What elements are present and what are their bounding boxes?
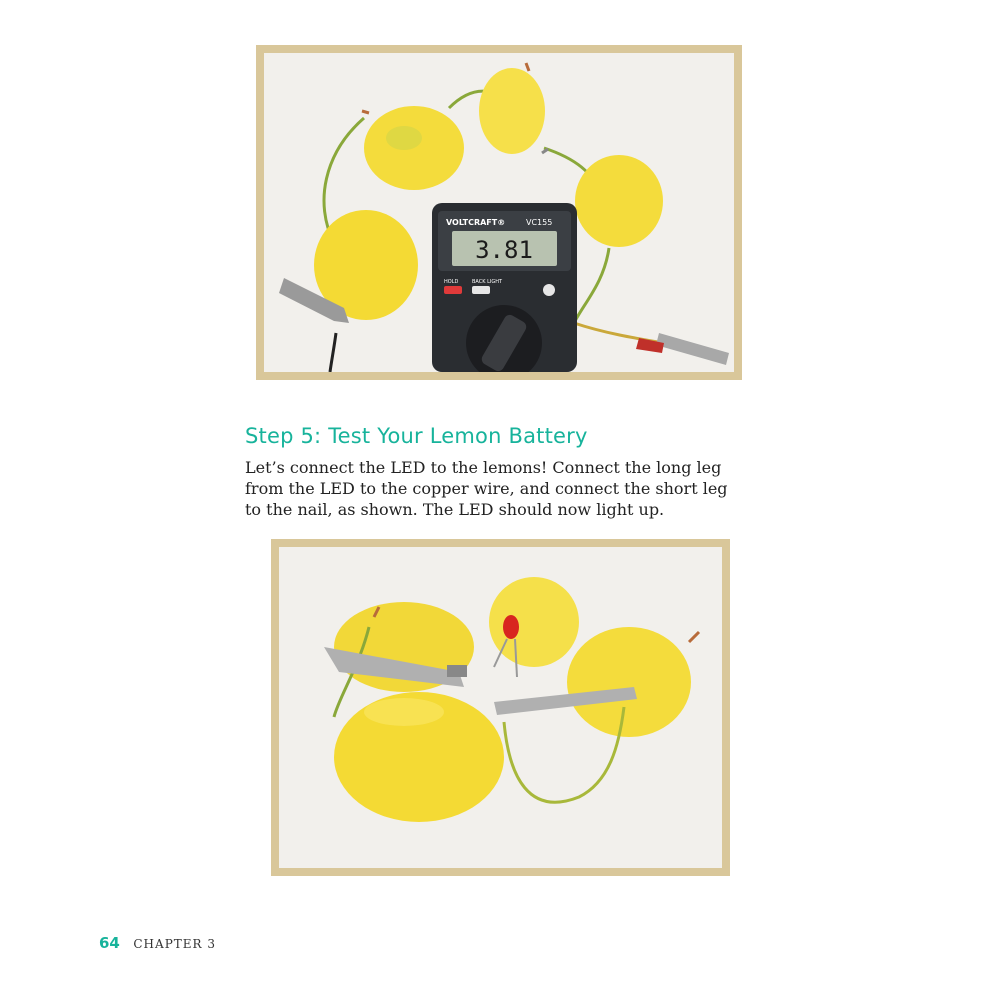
instruction-line: Let’s connect the LED to the lemons! Connect the long leg xyxy=(245,458,722,477)
photo-multimeter-lemons xyxy=(256,45,742,380)
led-lemons-illustration xyxy=(279,547,722,868)
meter-reading: 3.81 xyxy=(475,236,533,264)
chapter-label: CHAPTER 3 xyxy=(133,937,217,951)
backlight-label: BACK LIGHT xyxy=(472,279,503,285)
step-heading: Step 5: Test Your Lemon Battery xyxy=(245,424,588,448)
instruction-line: to the nail, as shown. The LED should now light up. xyxy=(245,500,665,519)
multimeter-lemons-illustration xyxy=(264,53,734,372)
page-number: 64 xyxy=(99,934,120,952)
page-footer xyxy=(99,934,216,953)
instruction-line: from the LED to the copper wire, and connect the short leg xyxy=(245,479,728,498)
step-instructions xyxy=(245,457,765,520)
hold-label: HOLD xyxy=(444,279,459,285)
photo-led-lemons xyxy=(271,539,730,876)
meter-brand: VOLTCRAFT® xyxy=(446,218,506,227)
multimeter xyxy=(432,203,577,372)
meter-model: VC155 xyxy=(526,218,553,227)
